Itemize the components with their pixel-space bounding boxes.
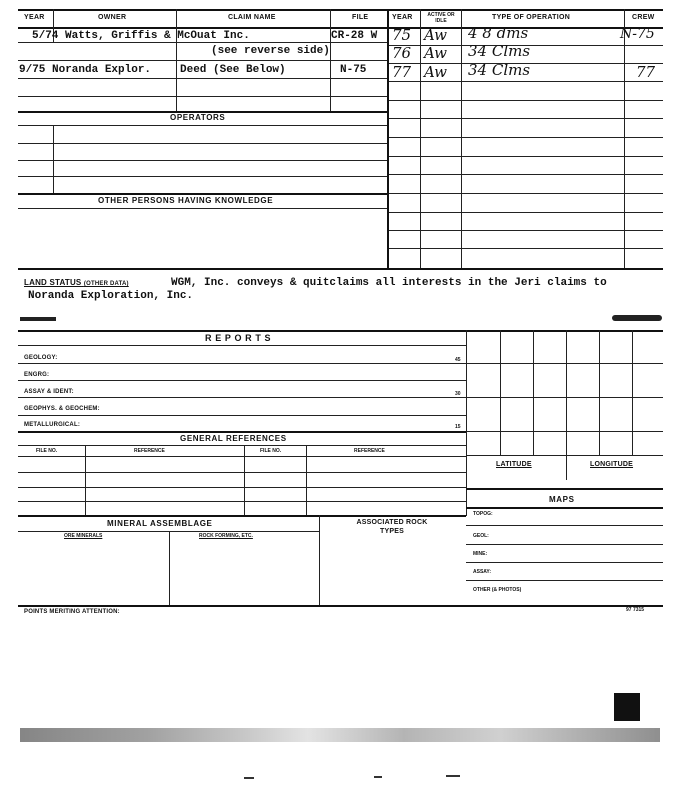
- owner-row-1: 5/74 Watts, Griffis & McOuat Inc.: [32, 30, 250, 42]
- map-assay: ASSAY:: [473, 569, 492, 575]
- owner-row-3-file: N-75: [340, 64, 367, 76]
- scan-dot-2: [374, 776, 382, 778]
- maps-heading: MAPS: [549, 495, 575, 504]
- header-active-idle: ACTIVE OR IDLE: [427, 12, 455, 24]
- header-year-ops: YEAR: [392, 14, 413, 21]
- longitude-label: LONGITUDE: [590, 461, 634, 468]
- ops-row-2-type: 34 Clms: [468, 42, 531, 60]
- ops-row-2-year: 76: [392, 44, 412, 62]
- header-claim-name: CLAIM NAME: [228, 14, 276, 21]
- header-crew: CREW: [632, 14, 655, 21]
- ops-row-3-active: Aw: [424, 63, 447, 81]
- reports-heading: R E P O R T S: [205, 333, 272, 343]
- gen-ref-file-no-2: FILE NO.: [260, 448, 282, 454]
- owner-row-3-claim: Deed (See Below): [180, 64, 286, 76]
- report-geophys: GEOPHYS. & GEOCHEM:: [24, 406, 100, 412]
- report-num-45: 45: [455, 357, 461, 363]
- ops-row-1-type: 4 8 dms: [468, 24, 529, 42]
- report-metallurgical: METALLURGICAL:: [24, 422, 81, 428]
- reports-section: [0, 320, 678, 610]
- scan-dot-3: [446, 775, 460, 777]
- scan-black-mark: [614, 693, 640, 721]
- ops-row-3-crew: 77: [636, 63, 656, 81]
- header-type-of-operation: TYPE OF OPERATION: [492, 14, 571, 21]
- map-geol: GEOL:: [473, 533, 489, 539]
- ore-minerals-heading: ORE MINERALS: [64, 533, 103, 539]
- land-status: [0, 270, 678, 320]
- ops-row-3-year: 77: [392, 63, 412, 81]
- report-num-30: 30: [455, 391, 461, 397]
- ops-row-1-crew: N-75: [620, 26, 655, 42]
- scan-dot-1: [244, 777, 254, 779]
- report-num-15: 15: [455, 424, 461, 430]
- gen-ref-reference-1: REFERENCE: [134, 448, 165, 454]
- land-status-line-1: WGM, Inc. conveys & quitclaims all interests in the Jeri claims to: [171, 277, 607, 289]
- map-mine: MINE:: [473, 551, 488, 557]
- associated-rock-types-heading: ASSOCIATED ROCK TYPES: [356, 519, 428, 535]
- map-other: OTHER (& PHOTOS): [473, 587, 522, 593]
- report-engrg: ENGRG:: [24, 372, 50, 378]
- gen-ref-file-no-1: FILE NO.: [36, 448, 58, 454]
- ops-row-3-type: 34 Clms: [468, 61, 531, 79]
- ops-row-2-active: Aw: [424, 44, 447, 62]
- owner-row-3: 9/75 Noranda Explor.: [19, 64, 152, 76]
- scan-noise-band: [20, 728, 660, 742]
- report-geology: GEOLOGY:: [24, 355, 58, 361]
- land-status-label: LAND STATUS (OTHER DATA): [24, 278, 129, 287]
- owner-row-1-file: CR-28 W: [331, 30, 378, 42]
- top-table: [0, 0, 678, 270]
- general-references-heading: GENERAL REFERENCES: [180, 434, 287, 443]
- ops-row-1-active: Aw: [424, 26, 447, 44]
- header-year: YEAR: [24, 14, 45, 21]
- header-owner: OWNER: [98, 14, 127, 21]
- land-status-line-2: Noranda Exploration, Inc.: [28, 290, 194, 302]
- form-number: 97 7315: [626, 607, 645, 613]
- latitude-label: LATITUDE: [496, 461, 532, 468]
- map-topog: TOPOG:: [473, 511, 493, 517]
- rock-forming-heading: ROCK FORMING, ETC.: [199, 533, 253, 539]
- mineral-assemblage-heading: MINERAL ASSEMBLAGE: [107, 519, 213, 528]
- header-file: FILE: [352, 14, 369, 21]
- gen-ref-reference-2: REFERENCE: [354, 448, 385, 454]
- ops-row-1-year: 75: [392, 26, 412, 44]
- owner-row-2: (see reverse side): [211, 45, 330, 57]
- report-assay: ASSAY & IDENT:: [24, 389, 74, 395]
- points-meriting-attention: POINTS MERITING ATTENTION:: [24, 609, 120, 615]
- other-persons-heading: OTHER PERSONS HAVING KNOWLEDGE: [98, 196, 274, 205]
- operators-heading: OPERATORS: [170, 113, 226, 122]
